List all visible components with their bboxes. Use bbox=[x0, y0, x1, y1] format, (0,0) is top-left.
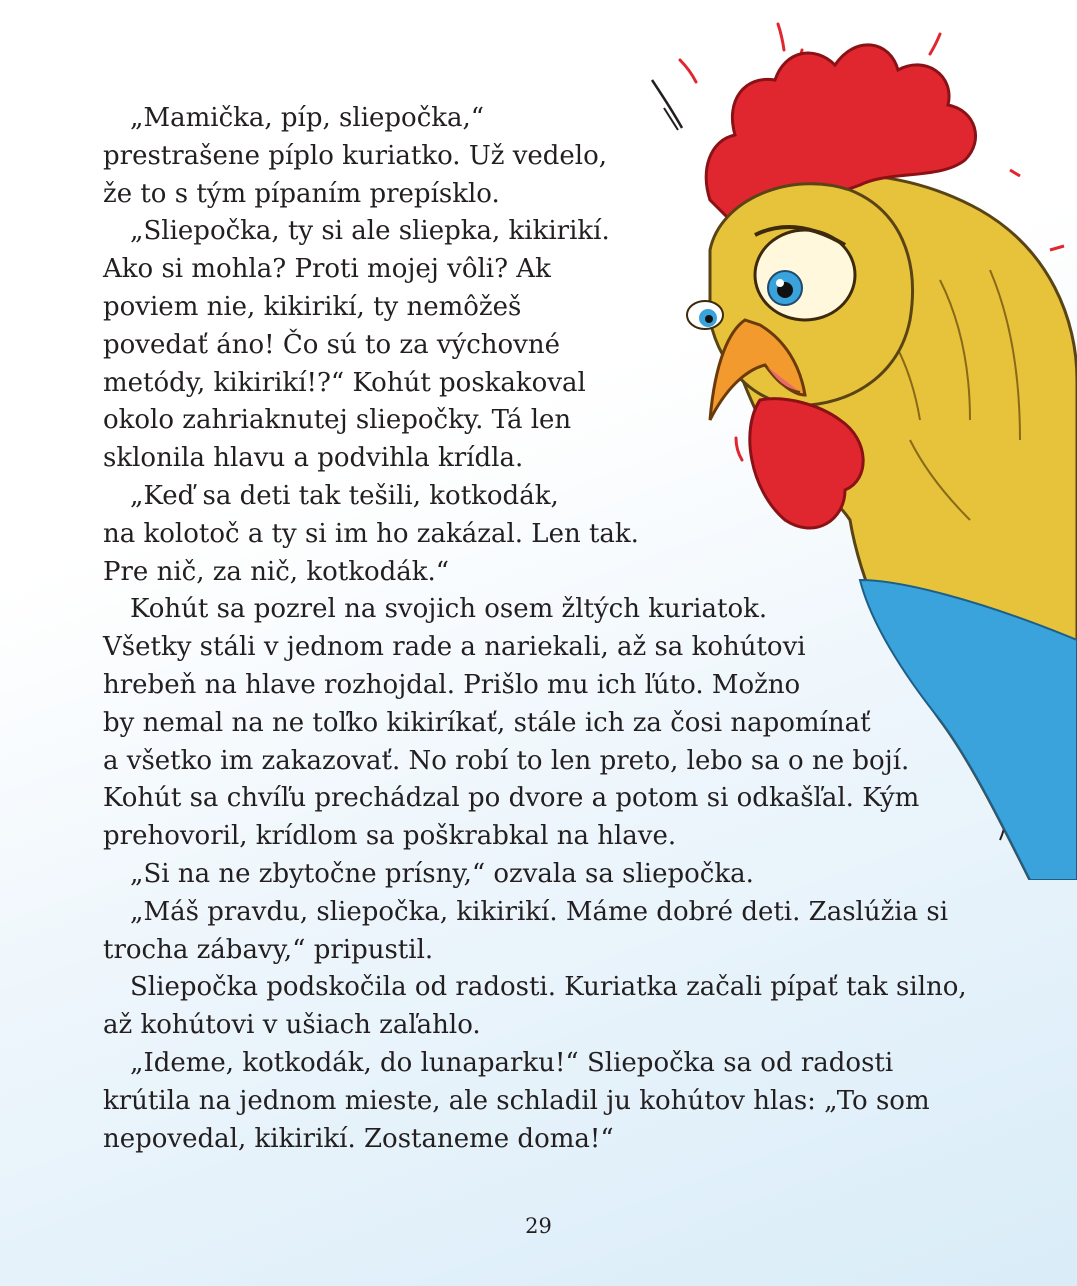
text-line: Sliepočka podskočila od radosti. Kuriatka začali pípať tak silno, bbox=[130, 972, 967, 1003]
text-line: „Ideme, kotkodák, do lunaparku!“ Sliepočka sa od radosti bbox=[130, 1047, 894, 1078]
text-line: hrebeň na hlave rozhojdal. Prišlo mu ich ľúto. Možno bbox=[103, 669, 801, 700]
text-line: „Keď sa deti tak tešili, kotkodák, bbox=[130, 480, 559, 511]
text-line: okolo zahriaknutej sliepočky. Tá len bbox=[103, 405, 572, 436]
text-line: povedať áno! Čo sú to za výchovné bbox=[103, 329, 560, 360]
text-line: „Máš pravdu, sliepočka, kikirikí. Máme dobré deti. Zaslúžia si bbox=[130, 896, 949, 927]
text-line: prestrašene píplo kuriatko. Už vedelo, bbox=[103, 140, 608, 171]
text-line: trocha zábavy,“ pripustil. bbox=[103, 934, 434, 965]
text-line: poviem nie, kikirikí, ty nemôžeš bbox=[103, 291, 522, 322]
text-line: až kohútovi v ušiach zaľahlo. bbox=[103, 1010, 481, 1041]
text-line: metódy, kikirikí!?“ Kohút poskakoval bbox=[103, 367, 586, 398]
text-line: krútila na jednom mieste, ale schladil ju kohútov hlas: „To som bbox=[103, 1085, 930, 1116]
page-number: 29 bbox=[525, 1214, 552, 1238]
text-line: že to s tým pípaním prepísklo. bbox=[103, 178, 500, 209]
text-line: prehovoril, krídlom sa poškrabkal na hlave. bbox=[103, 821, 677, 852]
text-line: Ako si mohla? Proti mojej vôli? Ak bbox=[103, 254, 551, 285]
text-line: by nemal na ne toľko kikiríkať, stále ich za čosi napomínať bbox=[103, 707, 871, 738]
text-line: sklonila hlavu a podvihla krídla. bbox=[103, 443, 524, 474]
text-line: Kohút sa chvíľu prechádzal po dvore a potom si odkašľal. Kým bbox=[103, 783, 920, 814]
text-line: „Sliepočka, ty si ale sliepka, kikirikí. bbox=[130, 216, 610, 247]
text-line: na kolotoč a ty si im ho zakázal. Len tak. bbox=[103, 518, 639, 549]
text-line: Kohút sa pozrel na svojich osem žltých kuriatok. bbox=[130, 594, 768, 625]
story-text bbox=[103, 100, 983, 1158]
text-line: „Mamička, píp, sliepočka,“ bbox=[130, 103, 485, 133]
text-line: Všetky stáli v jednom rade a nariekali, až sa kohútovi bbox=[103, 632, 806, 663]
text-line: nepovedal, kikirikí. Zostaneme doma!“ bbox=[103, 1123, 614, 1154]
text-line: a všetko im zakazovať. No robí to len preto, lebo sa o ne bojí. bbox=[103, 745, 910, 776]
text-line: „Si na ne zbytočne prísny,“ ozvala sa sliepočka. bbox=[130, 858, 754, 889]
text-line: Pre nič, za nič, kotkodák.“ bbox=[103, 556, 450, 587]
